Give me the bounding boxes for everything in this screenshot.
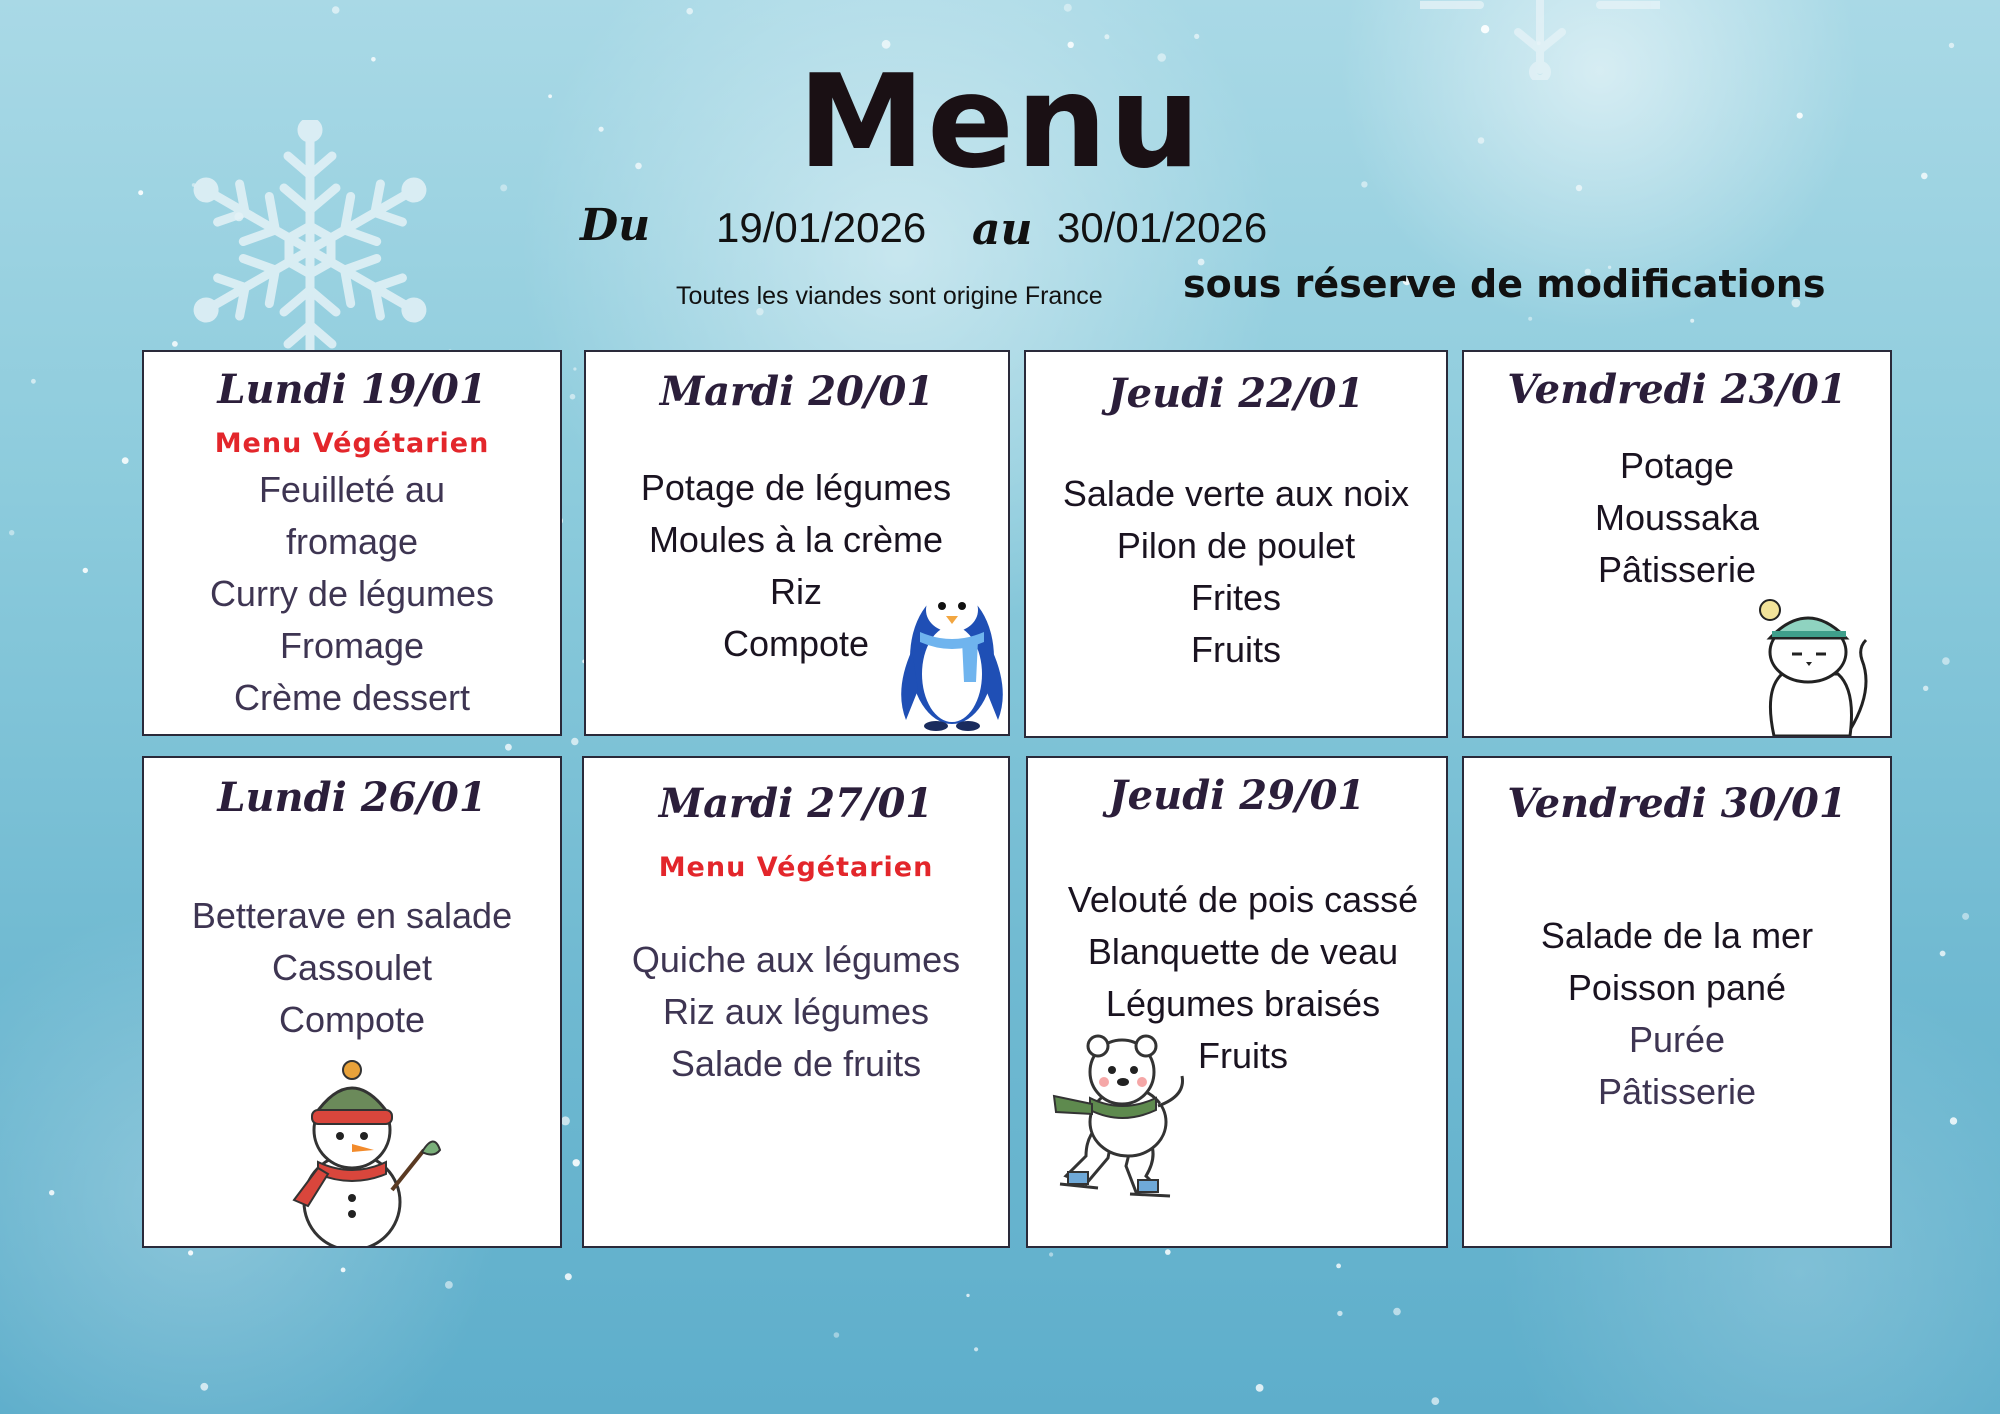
dish-item: Salade de fruits bbox=[670, 1043, 922, 1084]
dish-item: Purée bbox=[1628, 1019, 1726, 1060]
dish-item: Salade verte aux noix bbox=[1062, 473, 1410, 514]
sparkle-dot bbox=[505, 744, 512, 751]
sparkle-dot bbox=[1256, 1384, 1264, 1392]
dish-list bbox=[1464, 910, 1890, 1118]
dish-item: Crème dessert bbox=[233, 677, 471, 718]
dish-list bbox=[144, 464, 560, 724]
sparkle-dot bbox=[1393, 1308, 1401, 1316]
dish-item: Riz aux légumes bbox=[662, 991, 930, 1032]
day-title: Mardi 27/01 bbox=[658, 780, 934, 827]
dish-item: Potage de légumes bbox=[640, 467, 952, 508]
polar-bear-skating-icon bbox=[1046, 1026, 1216, 1206]
origin-note: Toutes les viandes sont origine France bbox=[676, 282, 1103, 310]
day-card-mardi-27 bbox=[582, 756, 1010, 1248]
vegetarian-tag: Menu Végétarien bbox=[214, 428, 490, 459]
au-label: au bbox=[972, 204, 1033, 255]
sparkle-dot bbox=[188, 1250, 193, 1255]
dish-list bbox=[144, 890, 560, 1046]
sparkle-dot bbox=[1962, 913, 1969, 920]
day-title: Vendredi 30/01 bbox=[1507, 780, 1847, 827]
dish-item: Fromage bbox=[279, 625, 425, 666]
dish-item: Fruits bbox=[1198, 1035, 1288, 1076]
dish-item: Moules à la crème bbox=[648, 519, 944, 560]
penguin-icon bbox=[896, 570, 1008, 736]
day-card-vendredi-23 bbox=[1462, 350, 1892, 738]
dish-item: Blanquette de veau bbox=[1087, 931, 1399, 972]
sparkle-dot bbox=[200, 1383, 208, 1391]
start-date: 19/01/2026 bbox=[716, 204, 927, 251]
day-title: Jeudi 22/01 bbox=[1107, 370, 1365, 417]
sparkle-dot bbox=[1337, 1311, 1342, 1316]
sparkle-dot bbox=[49, 1190, 54, 1195]
sparkle-dot bbox=[1064, 4, 1072, 12]
dish-item: Pâtisserie bbox=[1597, 549, 1757, 590]
dish-item: Pâtisserie bbox=[1597, 1071, 1757, 1112]
dish-list bbox=[584, 934, 1008, 1090]
sparkle-dot bbox=[1431, 1397, 1439, 1405]
sparkle-dot bbox=[1940, 951, 1946, 957]
day-title: Jeudi 29/01 bbox=[1108, 772, 1366, 819]
du-label: Du bbox=[580, 200, 651, 251]
sparkle-dot bbox=[9, 530, 14, 535]
sparkle-dot bbox=[1690, 319, 1694, 323]
day-title: Lundi 26/01 bbox=[217, 774, 487, 821]
sparkle-dot bbox=[31, 379, 36, 384]
dish-item: Compote bbox=[722, 623, 870, 664]
day-card-jeudi-22 bbox=[1024, 350, 1448, 738]
dish-item: Riz bbox=[770, 571, 822, 612]
day-card-jeudi-29 bbox=[1026, 756, 1448, 1248]
sparkle-dot bbox=[966, 1294, 969, 1297]
sparkle-dot bbox=[1942, 657, 1950, 665]
sparkle-dot bbox=[834, 1332, 840, 1338]
dish-list bbox=[1026, 468, 1446, 676]
dish-item: Fruits bbox=[1191, 629, 1281, 670]
page-title: Menu bbox=[797, 48, 1203, 197]
sparkle-dot bbox=[341, 1268, 346, 1273]
sparkle-dot bbox=[1049, 1252, 1053, 1256]
sparkle-dot bbox=[1165, 1249, 1171, 1255]
sparkle-dot bbox=[565, 1273, 572, 1280]
dish-item: Compote bbox=[278, 999, 426, 1040]
dish-item: Curry de légumes bbox=[209, 573, 495, 614]
sparkle-dot bbox=[974, 1347, 978, 1351]
day-card-vendredi-30 bbox=[1462, 756, 1892, 1248]
sparkle-dot bbox=[1528, 317, 1532, 321]
sparkle-dot bbox=[1336, 1264, 1341, 1269]
sparkle-dot bbox=[571, 738, 578, 745]
dish-item: Potage bbox=[1619, 445, 1735, 486]
day-card-lundi-19 bbox=[142, 350, 562, 736]
end-date: 30/01/2026 bbox=[1057, 204, 1268, 251]
dish-item: Pilon de poulet bbox=[1116, 525, 1356, 566]
dish-item: Quiche aux légumes bbox=[631, 939, 961, 980]
day-card-lundi-26 bbox=[142, 756, 562, 1248]
day-title: Vendredi 23/01 bbox=[1507, 366, 1847, 413]
dish-item: Légumes braisés bbox=[1105, 983, 1381, 1024]
snowman-icon bbox=[274, 1060, 444, 1248]
day-card-mardi-20 bbox=[584, 350, 1010, 736]
sparkle-dot bbox=[122, 457, 129, 464]
dish-item: Betterave en salade bbox=[191, 895, 513, 936]
dish-item: Feuilleté au bbox=[258, 469, 446, 510]
sparkle-dot bbox=[83, 568, 88, 573]
cat-with-beanie-icon bbox=[1754, 590, 1874, 738]
sparkle-dot bbox=[1923, 686, 1928, 691]
day-title: Lundi 19/01 bbox=[217, 366, 487, 413]
sparkle-dot bbox=[1194, 34, 1199, 39]
sparkle-dot bbox=[332, 6, 340, 14]
sparkle-dot bbox=[573, 1159, 580, 1166]
sparkle-dot bbox=[1104, 34, 1109, 39]
dish-item: Moussaka bbox=[1594, 497, 1760, 538]
sparkle-dot bbox=[1950, 1117, 1957, 1124]
reserve-note: sous réserve de modifications bbox=[1183, 262, 1826, 306]
dish-list bbox=[1464, 440, 1890, 596]
sparkle-dot bbox=[686, 8, 693, 15]
day-title: Mardi 20/01 bbox=[659, 368, 935, 415]
vegetarian-tag: Menu Végétarien bbox=[658, 852, 934, 883]
dish-item: Velouté de pois cassé bbox=[1067, 879, 1419, 920]
sparkle-dot bbox=[445, 1281, 453, 1289]
sparkle-dot bbox=[573, 367, 576, 370]
sparkle-dot bbox=[570, 394, 576, 400]
dish-item: fromage bbox=[285, 521, 419, 562]
dish-item: Cassoulet bbox=[271, 947, 433, 988]
dish-item: Poisson pané bbox=[1567, 967, 1787, 1008]
dish-item: Frites bbox=[1191, 577, 1281, 618]
dish-item: Salade de la mer bbox=[1540, 915, 1814, 956]
sparkle-dot bbox=[561, 1116, 570, 1125]
